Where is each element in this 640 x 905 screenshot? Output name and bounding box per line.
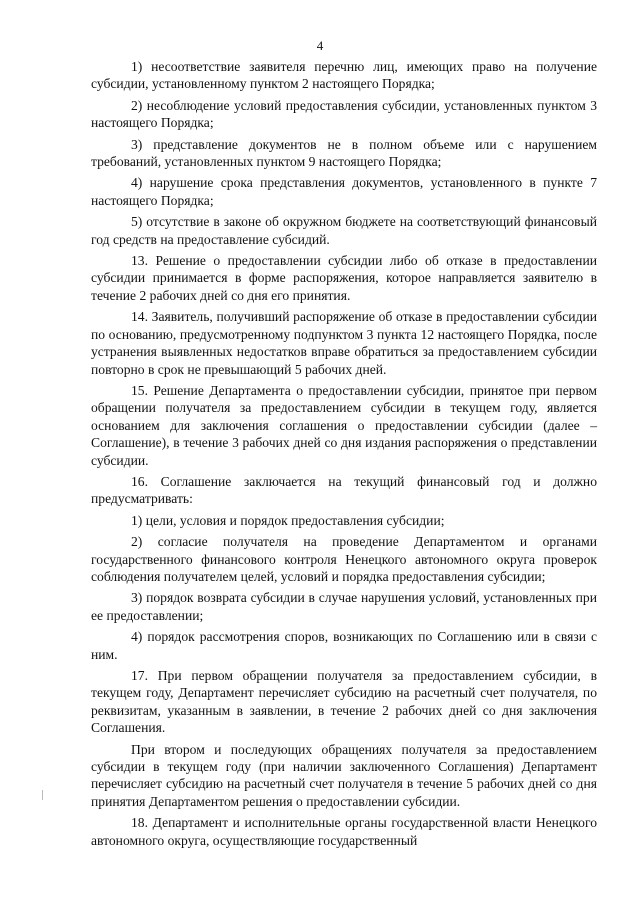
- paragraph: 15. Решение Департамента о предоставлении субсидии, принятое при первом обращении получателя за предоставлением субсидии в текущем году, является основанием для заключения соглашения о предоставлении субсидии (далее – Соглашение), в течение 3 рабочих дней со дня издания распоряжения о представлении субсидии.: [91, 382, 597, 468]
- page-number: 4: [316, 38, 324, 53]
- paragraph: При втором и последующих обращениях получателя за предоставлением субсидии в текущем году (при наличии заключенного Соглашения) Департамент перечисляет субсидию на расчетный счет получателя в течение 5 рабочих дней со дня принятия Департаментом решения о предоставлении субсидии.: [91, 741, 597, 809]
- paragraph: 4) нарушение срока представления документов, установленного в пункте 7 настоящего Порядка;: [91, 175, 597, 208]
- paragraph: 1) цели, условия и порядок предоставления субсидии;: [131, 512, 445, 528]
- scan-mark: [42, 790, 43, 800]
- paragraph: 17. При первом обращении получателя за предоставлением субсидии, в текущем году, Департамент перечисляет субсидию на расчетный счет получателя, по реквизитам, указанным в заявлении, в течение 2 рабочих дней со дня заключения Соглашения.: [91, 668, 597, 736]
- paragraph: 2) согласие получателя на проведение Департаментом и органами государственного финансового контроля Ненецкого автономного округа проверок соблюдения получателем целей, условий и порядка предоставления субсидии;: [91, 534, 597, 584]
- paragraph: 3) порядок возврата субсидии в случае нарушения условий, установленных при ее предоставлении;: [91, 590, 597, 623]
- paragraph: 13. Решение о предоставлении субсидии либо об отказе в предоставлении субсидии принимается в форме распоряжения, которое направляется заявителю в течение 2 рабочих дней со дня его принятия.: [91, 253, 597, 303]
- paragraph: 5) отсутствие в законе об окружном бюджете на соответствующий финансовый год средств на предоставление субсидий.: [91, 214, 597, 247]
- paragraph: 16. Соглашение заключается на текущий финансовый год и должно предусматривать:: [91, 473, 597, 507]
- paragraph: 2) несоблюдение условий предоставления субсидии, установленных пунктом 3 настоящего Порядка;: [91, 97, 597, 131]
- paragraph: 14. Заявитель, получивший распоряжение об отказе в предоставлении субсидии по основанию, предусмотренному подпунктом 3 пункта 12 настоящего Порядка, после устранения выявленных недостатков вправе обратиться за предоставлением субсидии повторно в срок не превышающий 5 рабочих дней.: [91, 309, 597, 377]
- document-body: [91, 58, 597, 849]
- paragraph: 1) несоответствие заявителя перечню лиц, имеющих право на получение субсидии, установленному пунктом 2 настоящего Порядка;: [91, 59, 597, 92]
- paragraph: 3) представление документов не в полном объеме или с нарушением требований, установленных пунктом 9 настоящего Порядка;: [91, 136, 597, 170]
- paragraph: 4) порядок рассмотрения споров, возникающих по Соглашению или в связи с ним.: [91, 629, 597, 662]
- paragraph: 18. Департамент и исполнительные органы государственной власти Ненецкого автономного округа, осуществляющие государственный: [91, 815, 597, 848]
